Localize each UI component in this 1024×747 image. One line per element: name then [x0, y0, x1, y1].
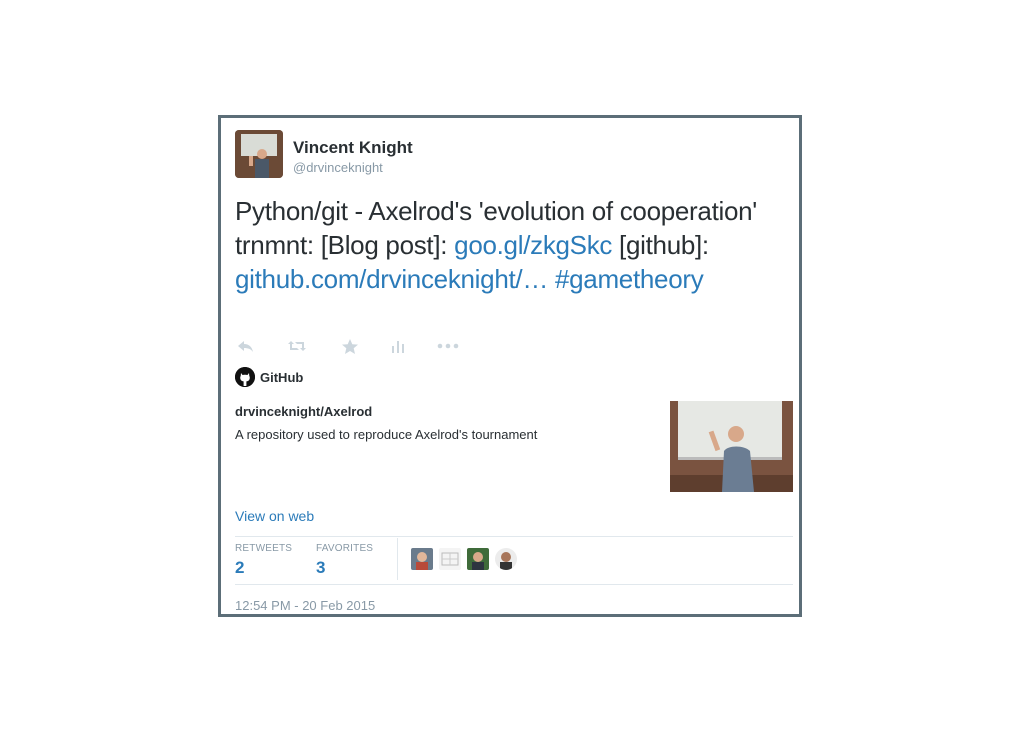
favorite-icon[interactable] [341, 338, 359, 358]
retweets-label: RETWEETS [235, 543, 293, 554]
user-handle[interactable]: @drvinceknight [293, 160, 383, 175]
retweet-icon[interactable] [287, 338, 307, 358]
card-thumbnail[interactable] [670, 401, 793, 492]
more-icon[interactable] [437, 338, 459, 358]
user-name[interactable]: Vincent Knight [293, 138, 413, 157]
favorites-label: FAVORITES [316, 543, 374, 554]
reply-icon[interactable] [237, 338, 255, 358]
tweet-text-part: [github]: [612, 230, 709, 260]
tweet-text-part: Python/git - Axelrod's 'evolution of cooperation' trnmnt: [Blog post]: [235, 196, 757, 260]
tweet-timestamp[interactable]: 12:54 PM - 20 Feb 2015 [235, 598, 376, 613]
github-logo-icon [235, 367, 255, 387]
divider [235, 536, 793, 537]
stats-separator [397, 538, 398, 580]
favorites-count[interactable]: 3 [316, 558, 326, 577]
user-avatar[interactable] [235, 130, 283, 178]
tweet-text [235, 194, 795, 296]
favoriter-avatar[interactable] [467, 548, 489, 570]
card-description: A repository used to reproduce Axelrod's tournament [235, 427, 538, 442]
tweet-card [218, 115, 802, 617]
retweets-count[interactable]: 2 [235, 558, 245, 577]
blog-post-link[interactable]: goo.gl/zkgSkc [454, 230, 613, 260]
stats-icon[interactable] [391, 338, 405, 358]
card-title[interactable]: drvinceknight/Axelrod [235, 404, 373, 419]
favoriter-avatar[interactable] [439, 548, 461, 570]
divider [235, 584, 793, 585]
github-link[interactable]: github.com/drvinceknight/… [235, 264, 549, 294]
favoriter-avatar[interactable] [411, 548, 433, 570]
favoriter-avatar[interactable] [495, 548, 517, 570]
card-source: GitHub [260, 370, 304, 385]
view-on-web-link[interactable]: View on web [235, 508, 315, 524]
hashtag-link[interactable]: #gametheory [554, 264, 704, 294]
